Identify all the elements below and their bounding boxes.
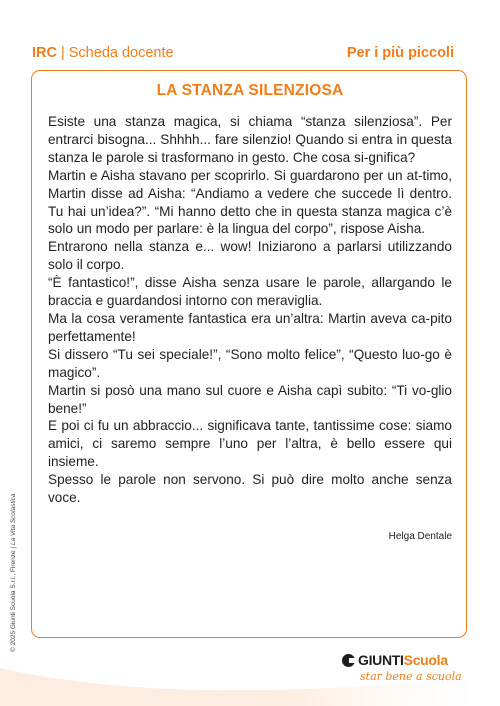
copyright-text: © 2025 Giunti Scuola S.r.l., Firenze |: [10, 545, 17, 652]
giunti-logo-icon: [342, 654, 355, 667]
story-paragraph: “È fantastico!”, disse Aisha senza usare le parole, allargando le braccia e guardandosi intorno con meraviglia.: [48, 275, 452, 309]
copyright-notice: [10, 494, 17, 652]
story-paragraph: Spesso le parole non servono. Si può dire molto anche senza voce.: [48, 472, 452, 506]
giunti-scuola-logo: [342, 652, 462, 692]
story-paragraph: Martin si posò una mano sul cuore e Aisha capì subito: “Ti vo-glio bene!”: [48, 382, 452, 416]
story-paragraph: E poi ci fu un abbraccio... significava tante, tantissime cose: siamo amici, ci saremo sempre l’uno per l’altra, è bello essere qui insieme.: [48, 418, 452, 470]
story-paragraph: Entrarono nella stanza e... wow! Iniziarono a parlarsi utilizzando solo il corpo.: [48, 239, 452, 273]
sheet-type-label: Scheda docente: [68, 45, 174, 61]
subject-label: IRC: [32, 45, 57, 61]
logo-tagline: star bene a scuola: [360, 670, 462, 683]
audience-label: Per i più piccoli: [346, 45, 454, 61]
author-signature: Helga Dentale: [388, 531, 452, 542]
story-paragraph: Martin e Aisha stavano per scoprirlo. Si guardarono per un at-timo, Martin disse ad Aisha: “Andiamo a vedere che succede lì dentro. Tu hai un’idea?”. “Mi hanno detto che in questa stanza magica c’è solo un modo per parlare: è la lingua del corpo”, rispose Aisha.: [48, 167, 452, 237]
story-paragraph: Si dissero “Tu sei speciale!”, “Sono molto felice”, “Questo luo-go è magico”.: [48, 346, 452, 380]
story-body: [48, 113, 452, 507]
logo-word-scuola: Scuola: [403, 652, 448, 668]
story-title: LA STANZA SILENZIOSA: [156, 82, 344, 99]
copyright-work: La Vita Scolastica: [10, 493, 17, 546]
header-left: [32, 45, 174, 61]
story-paragraph: Ma la cosa veramente fantastica era un’altra: Martin aveva ca-pito perfettamente!: [48, 310, 452, 344]
logo-word-giunti: GIUNTI: [358, 652, 404, 668]
story-paragraph: Esiste una stanza magica, si chiama “stanza silenziosa”. Per entrarci bisogna... Shhhh... fare silenzio! Quando si entra in questa stanza le parole si trasformano in gesto. Che cosa si-gnifica?: [48, 114, 452, 165]
header-separator: |: [60, 45, 65, 61]
